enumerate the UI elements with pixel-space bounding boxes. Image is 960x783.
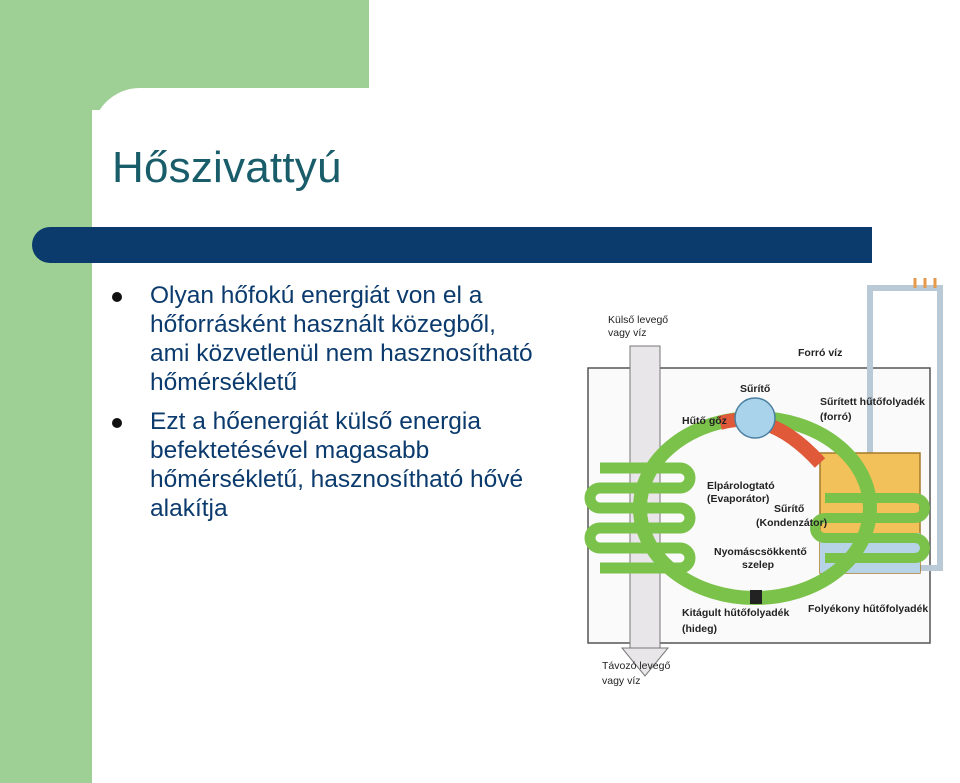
slide-title: Hőszivattyú	[112, 143, 342, 192]
label-valve-1: Nyomáscsökkentő	[714, 546, 807, 558]
label-expanded-2: (hideg)	[682, 623, 717, 635]
bullet-item	[112, 407, 542, 523]
bullet-dot-icon	[112, 292, 122, 302]
label-evaporator-2: (Evaporátor)	[707, 493, 770, 505]
bullet-item	[112, 281, 542, 397]
bullet-text: Ezt a hőenergiát külső energia befektetésével magasabb hőmérsékletű, hasznosítható hővé alakítja	[150, 408, 524, 522]
bullet-dot-icon	[112, 418, 122, 428]
bullet-text: Olyan hőfokú energiát von el a hőforrásként használt közegből, ami közvetlenül nem hasznosítható hőmérsékletű	[150, 282, 533, 396]
green-side-strip	[0, 0, 92, 783]
compressor-icon	[735, 398, 775, 438]
label-outlet-2: vagy víz	[602, 675, 641, 687]
label-hot-water: Forró víz	[798, 347, 843, 359]
label-inlet-2: vagy víz	[608, 327, 647, 339]
label-compressed-1: Sűrített hűtőfolyadék	[820, 396, 926, 408]
label-outlet-1: Távozó levegő	[602, 660, 671, 672]
label-cool-vapor: Hűtő gőz	[682, 415, 727, 427]
heat-pump-diagram	[570, 268, 960, 698]
label-compressor: Sűrítő	[740, 383, 771, 395]
label-evaporator-1: Elpárologtató	[707, 480, 775, 492]
label-compressed-2: (forró)	[820, 411, 852, 423]
label-inlet-1: Külső levegő	[608, 314, 669, 326]
label-valve-2: szelep	[742, 559, 775, 571]
label-expanded-1: Kitágult hűtőfolyadék	[682, 607, 790, 619]
label-liquid-fluid: Folyékony hűtőfolyadék	[808, 603, 929, 615]
valve-icon	[750, 590, 762, 604]
label-condenser-1: Sűrítő	[774, 503, 805, 515]
label-condenser-2: (Kondenzátor)	[756, 517, 828, 529]
bullet-list	[112, 281, 542, 533]
title-divider-bar	[32, 227, 872, 263]
